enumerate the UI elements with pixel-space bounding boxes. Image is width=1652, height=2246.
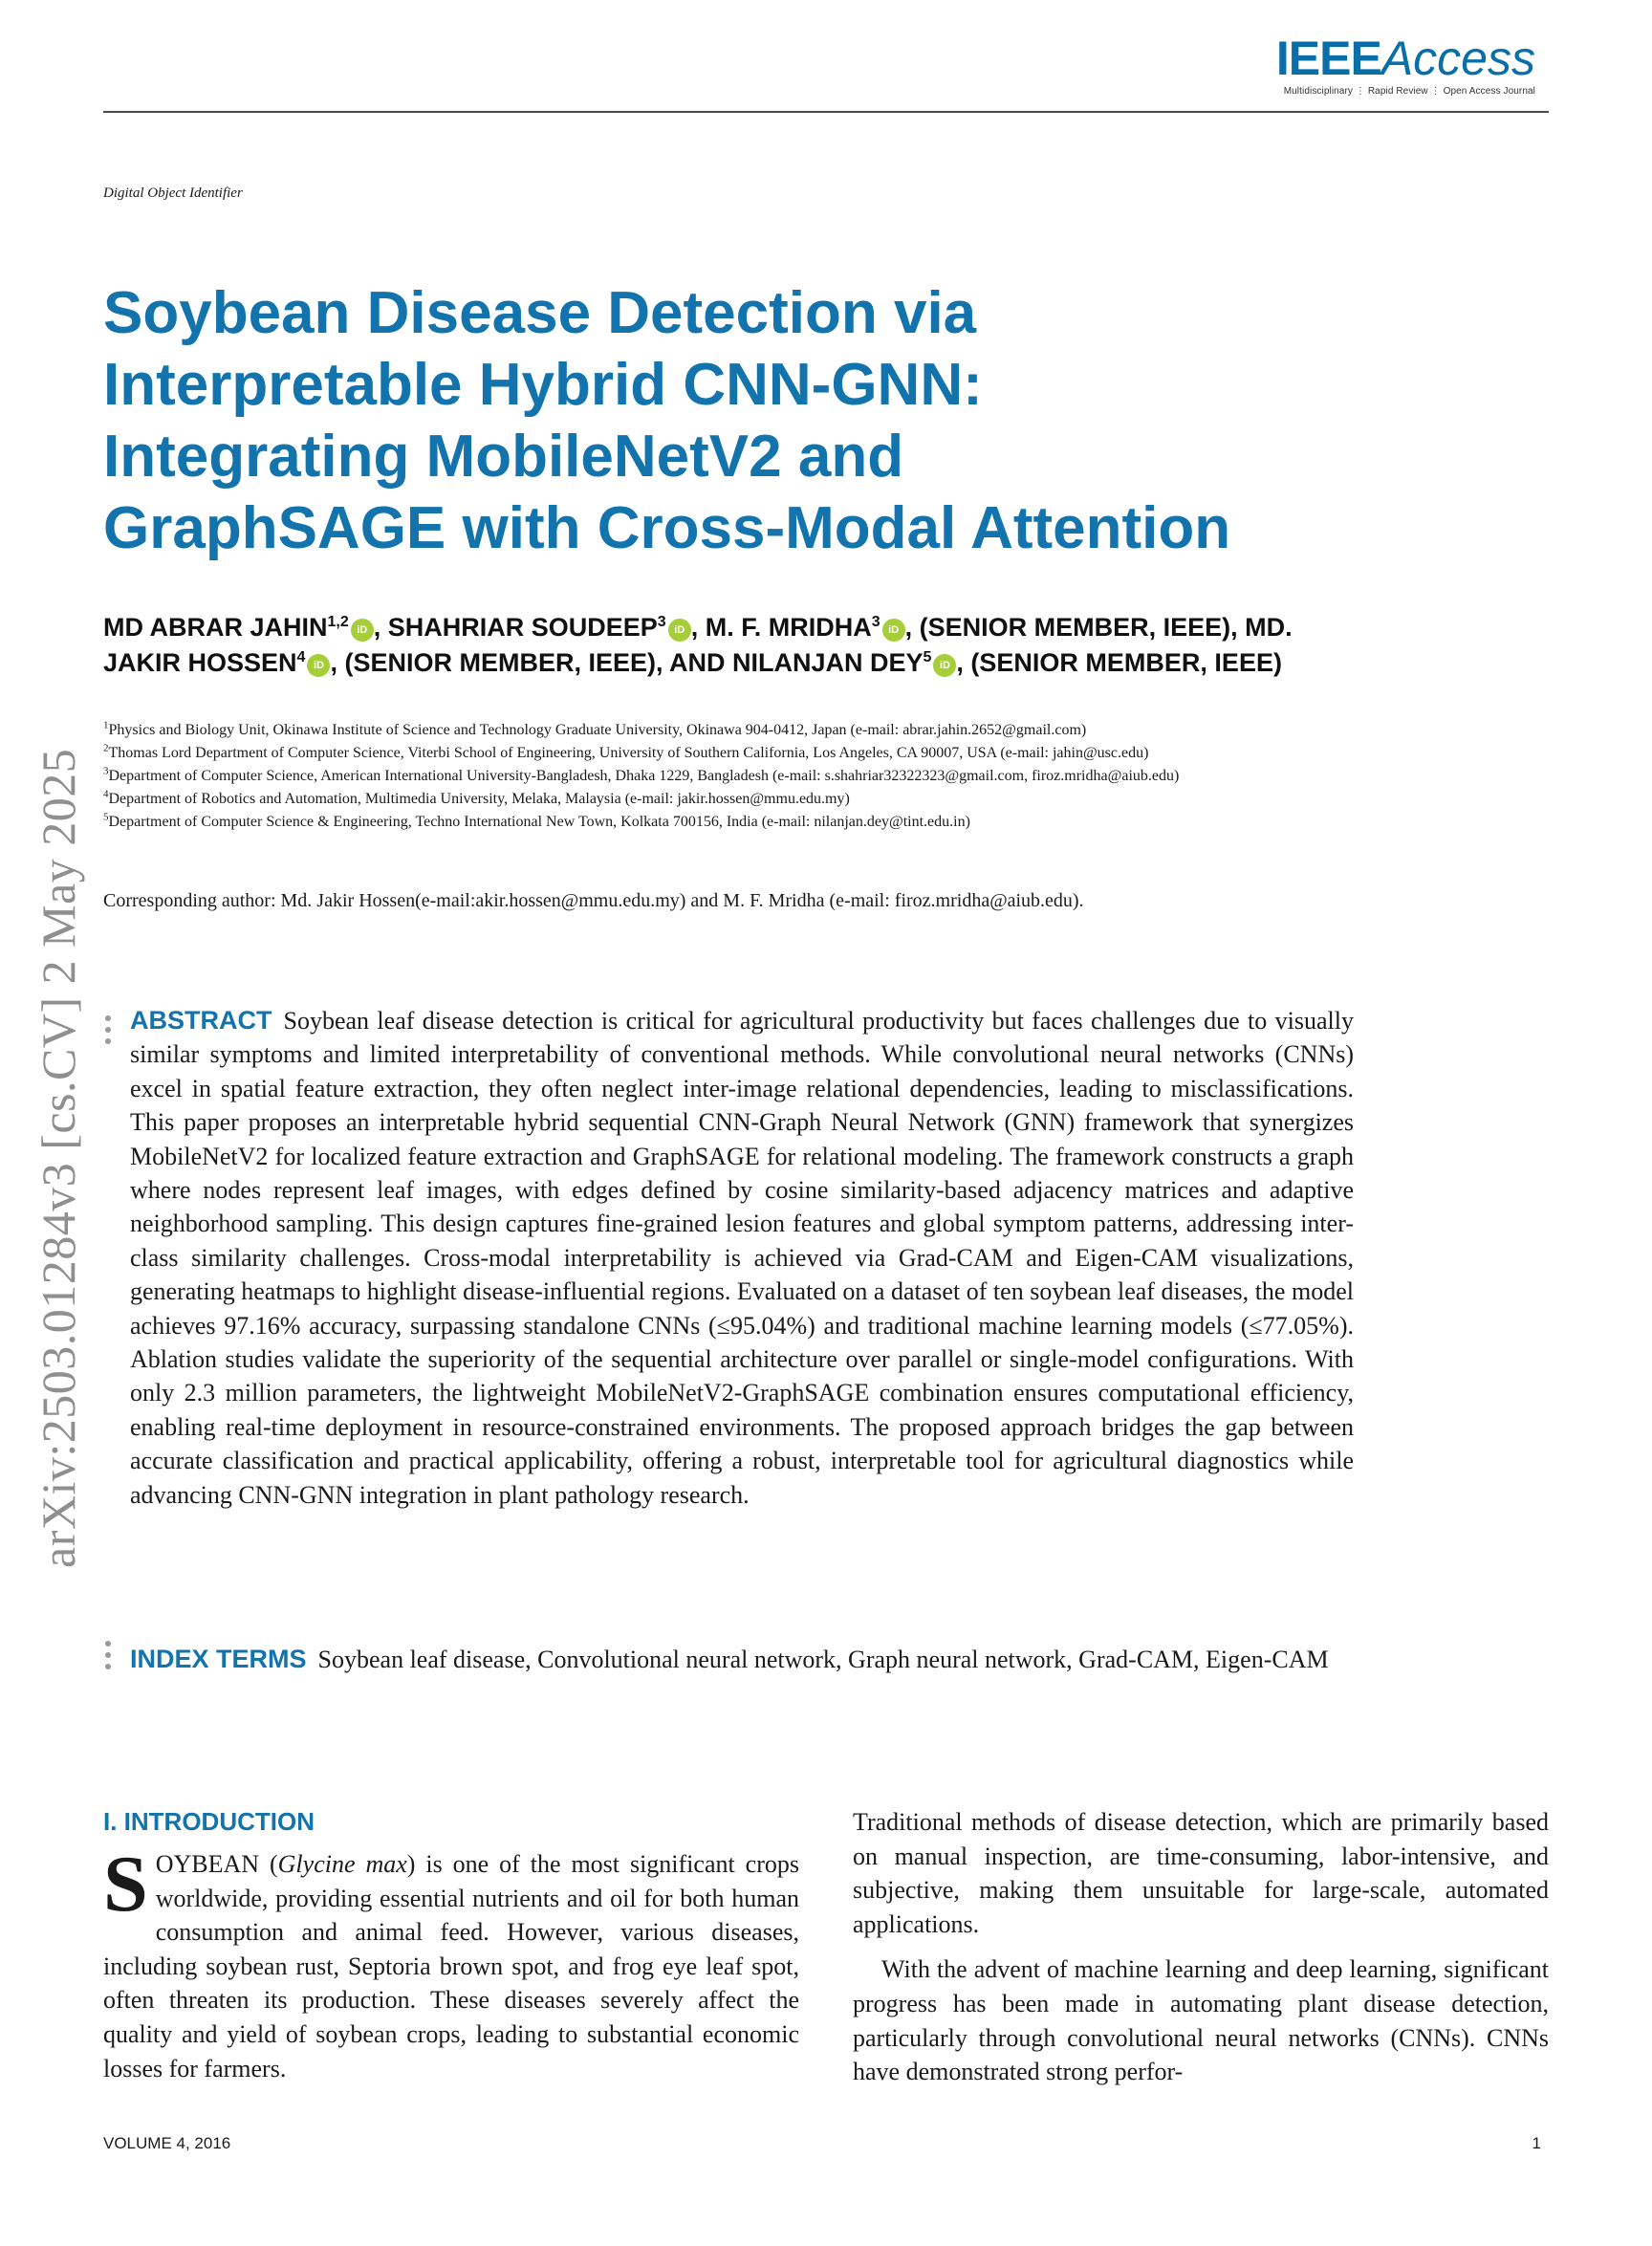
- affiliation-text: Thomas Lord Department of Computer Science, Viterbi School of Engineering, University of Southern California, Los Angeles, CA 90007, USA (e-mail: jahin@usc.edu): [108, 745, 1149, 761]
- author-list: [103, 610, 1346, 681]
- intro-text: ) is one of the most significant crops worldwide, providing essential nutrients and oil for both human consumption and animal feed. However, various diseases, including soybean rust, Septoria brown spot, and frog eye leaf spot, often threaten its production. These diseases severely affect the quality and yield of soybean crops, leading to substantial economic losses for farmers.: [103, 1850, 799, 2082]
- title-line: Soybean Disease Detection via: [103, 280, 977, 346]
- header-divider: [103, 111, 1549, 113]
- affiliation-mark: 5: [103, 811, 109, 823]
- author-affiliation-mark: 4: [296, 649, 306, 665]
- author-name: , M. F. MRIDHA: [690, 613, 872, 642]
- orcid-icon[interactable]: iD: [351, 619, 374, 642]
- logo-italic-text: Access: [1380, 32, 1535, 85]
- right-column: [853, 1805, 1549, 2089]
- abstract-label: ABSTRACT: [130, 1006, 272, 1035]
- affiliation-item: [103, 742, 1289, 765]
- body-paragraph: With the advent of machine learning and deep learning, significant progress has been made in automating plant disease detection, particularly through convolutional neural networks (CNNs). CNNs have demonstrated strong perfor-: [853, 1955, 1549, 2086]
- index-terms: [130, 1643, 1354, 1676]
- author-name: , SHAHRIAR SOUDEEP: [373, 613, 658, 642]
- abstract-text: Soybean leaf disease detection is critical for agricultural productivity but faces challenges due to visually similar symptoms and limited interpretability of conventional methods. While convolutional neural networks (CNNs) excel in spatial feature extraction, they often neglect inter-image relational dependencies, leading to misclassifications. This paper proposes an interpretable hybrid sequential CNN-Graph Neural Network (GNN) framework that synergizes MobileNetV2 for localized feature extraction and GraphSAGE for relational modeling. The framework constructs a graph where nodes represent leaf images, with edges defined by cosine similarity-based adjacency matrices and adaptive neighborhood sampling. This design captures fine-grained lesion features and global symptom patterns, addressing inter-class similarity challenges. Cross-modal interpretability is achieved via Grad-CAM and Eigen-CAM visualizations, generating heatmaps to highlight disease-influential regions. Evaluated on a dataset of ten soybean leaf diseases, the model achieves 97.16% accuracy, surpassing standalone CNNs (≤95.04%) and traditional machine learning models (≤77.05%). Ablation studies validate the superiority of the sequential architecture over parallel or single-model configurations. With only 2.3 million parameters, the lightweight MobileNetV2-GraphSAGE combination ensures computational efficiency, enabling real-time deployment in resource-constrained environments. The proposed approach bridges the gap between accurate classification and practical applicability, offering a robust, interpretable tool for agricultural diagnostics while advancing CNN-GNN integration in plant pathology research.: [130, 1007, 1354, 1509]
- author-name: MD ABRAR JAHIN: [103, 613, 328, 642]
- index-terms-dots-icon: [105, 1641, 113, 1675]
- species-name: Glycine max: [277, 1850, 407, 1878]
- abstract: [130, 1004, 1354, 1512]
- paper-title: [103, 277, 1346, 564]
- affiliation-item: [103, 719, 1289, 742]
- corresponding-author: Corresponding author: Md. Jakir Hossen(e-mail:akir.hossen@mmu.edu.my) and M. F. Mridha (e-mail: firoz.mridha@aiub.edu).: [103, 890, 1084, 911]
- logo-bold-text: IEEE: [1275, 32, 1381, 85]
- author-name: , (SENIOR MEMBER, IEEE), MD. JAKIR HOSSEN: [103, 613, 1293, 677]
- affiliation-text: Department of Computer Science, American International University-Bangladesh, Dhaka 1229, Bangladesh (e-mail: s.shahriar32322323@gmail.com, firoz.mridha@aiub.edu): [108, 768, 1180, 784]
- affiliation-mark: 1: [103, 719, 109, 731]
- author-suffix: , (SENIOR MEMBER, IEEE): [956, 648, 1282, 677]
- title-line: Integrating MobileNetV2 and: [103, 424, 904, 490]
- orcid-icon[interactable]: iD: [882, 619, 905, 642]
- orcid-icon[interactable]: iD: [307, 654, 330, 677]
- affiliation-mark: 2: [103, 742, 109, 754]
- author-name: , (SENIOR MEMBER, IEEE), AND NILANJAN DEY: [330, 648, 924, 677]
- orcid-icon[interactable]: iD: [668, 619, 691, 642]
- affiliation-item: [103, 811, 1289, 834]
- author-affiliation-mark: 5: [923, 649, 932, 665]
- author-affiliation-mark: 1,2: [327, 614, 349, 630]
- affiliation-list: [103, 719, 1289, 834]
- index-terms-text: Soybean leaf disease, Convolutional neural network, Graph neural network, Grad-CAM, Eigen-CAM: [317, 1646, 1329, 1673]
- body-paragraph: Traditional methods of disease detection, which are primarily based on manual inspection, are time-consuming, labor-intensive, and subjective, making them unsuitable for large-scale, automated applications.: [853, 1808, 1549, 1938]
- title-line: GraphSAGE with Cross-Modal Attention: [103, 495, 1231, 561]
- orcid-icon[interactable]: iD: [933, 654, 956, 677]
- abstract-dots-icon: [105, 1015, 113, 1050]
- author-affiliation-mark: 3: [657, 614, 666, 630]
- page-number: 1: [1532, 2134, 1541, 2152]
- affiliation-text: Department of Computer Science & Engineering, Techno International New Town, Kolkata 700156, India (e-mail: nilanjan.dey@tint.edu.in): [108, 814, 970, 830]
- logo-tagline: Multidisciplinary ⋮ Rapid Review ⋮ Open Access Journal: [1283, 86, 1535, 97]
- doi-label: Digital Object Identifier: [103, 185, 243, 201]
- section-heading: I. INTRODUCTION: [103, 1807, 315, 1836]
- affiliation-mark: 4: [103, 788, 109, 800]
- affiliation-mark: 3: [103, 765, 109, 777]
- left-column: [103, 1805, 799, 2085]
- intro-lead: OYBEAN (: [155, 1850, 278, 1878]
- index-terms-label: INDEX TERMS: [130, 1645, 307, 1673]
- author-affiliation-mark: 3: [871, 614, 880, 630]
- affiliation-text: Physics and Biology Unit, Okinawa Institute of Science and Technology Graduate University, Okinawa 904-0412, Japan (e-mail: abrar.jahin.2652@gmail.com): [108, 722, 1087, 738]
- affiliation-item: [103, 765, 1289, 788]
- affiliation-text: Department of Robotics and Automation, Multimedia University, Melaka, Malaysia (e-mail: jakir.hossen@mmu.edu.my): [108, 791, 850, 807]
- intro-paragraph: [103, 1840, 799, 2085]
- drop-cap: S: [103, 1840, 148, 1929]
- footer-volume: VOLUME 4, 2016: [103, 2134, 231, 2152]
- arxiv-identifier-stamp[interactable]: arXiv:2503.01284v3 [cs.CV] 2 May 2025: [32, 748, 85, 1568]
- title-line: Interpretable Hybrid CNN-GNN:: [103, 352, 983, 418]
- ieee-access-logo: [1276, 34, 1535, 97]
- affiliation-item: [103, 788, 1289, 811]
